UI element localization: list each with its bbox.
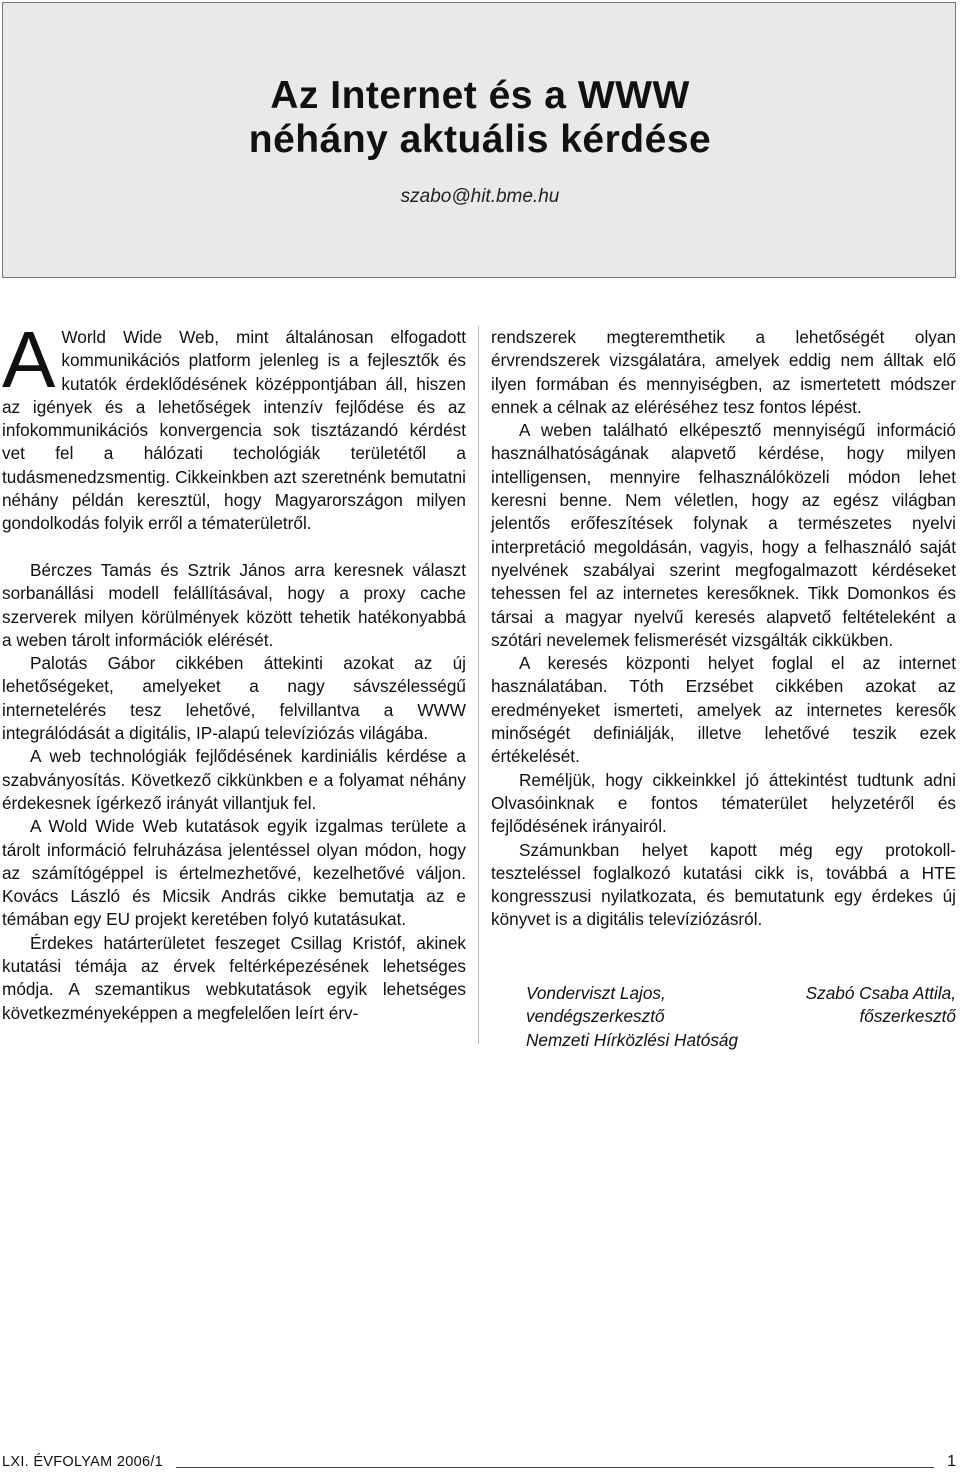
right-column — [491, 326, 956, 932]
page-footer — [2, 1454, 956, 1472]
column-divider — [478, 326, 479, 1044]
page-number: 1 — [947, 1453, 956, 1470]
paragraph: A keresés központi helyet foglal el az internet használatában. Tóth Erzsébet cikkében azokat az eredményeket ismerteti, amelyek az internetes keresők minőségét definiálják, illetve lehetővé teszik ezek értékelését. — [491, 653, 956, 767]
paragraph: Palotás Gábor cikkében áttekinti azokat az új lehetőségeket, amelyeket a nagy sávszélességű internetelérés tesz lehetővé, felvillantva a WWW integrálódását a digitális, IP-alapú televíziózás világába. — [2, 653, 466, 744]
page-title-line2: néhány aktuális kérdése — [248, 118, 712, 161]
intro-text: World Wide Web, mint általánosan elfogadott kommunikációs platform jelenleg is a fejlesztők és kutatók érdeklődésének középpontjában áll, hiszen az igények és a lehetőségek intenzív fejlődése és az infokommunikációs konvergencia sok tisztázandó kérdést vet fel a hálózati techológiák területétől a tudásmenedzsmentig. Cikkeinkben azt szeretnénk bemutatni néhány példán keresztül, hogy Magyarországon milyen gondolkodás folyik erről a tématerületről. — [2, 327, 466, 534]
left-column — [2, 315, 466, 1025]
paragraph: Érdekes határterületet feszeget Csillag Kristóf, akinek kutatási témája az érvek feltérképezésének lehetséges módja. A szemantikus webkutatások egyik lehetséges következményeképpen a megfelelően leírt érv- — [2, 932, 466, 1023]
signature-role-editor-in-chief: főszerkesztő — [859, 1006, 956, 1027]
author-email: szabo@hit.bme.hu — [400, 186, 560, 207]
paragraph: A weben található elképesztő mennyiségű információ használhatóságának alapvető kérdése, hogy milyen intelligensen, mennyire felhasználóközeli módon lehet keresni benne. Nem véletlen, hogy az egész világban jelentős erőfeszítések folynak a természetes nyelvi interpretáció megoldásán, vagyis, hogy a felhasználó saját nyelvének szabályai szerint megfogalmazott kérdéseket tehessen fel az internetes keresőknek. Tikk Domonkos és társai a magyar nyelvű keresés alapvető feltételeként a szótári nevelemek felismerését vizsgálták cikkükben. — [491, 420, 956, 650]
paragraph: Számunkban helyet kapott még egy protokoll-teszteléssel foglalkozó kutatási cikk is, továbbá a HTE kongresszusi nyilatkozata, és bemutatunk egy érdekes új könyvet is a digitális televíziózásról. — [491, 839, 956, 930]
signature-role-guest-editor: vendégszerkesztő — [526, 1006, 665, 1027]
paragraph: A Wold Wide Web kutatások egyik izgalmas területe a tárolt információ felruházása jelentéssel olyan módon, hogy az számítógéppel is értelmezhetővé, kezelhetővé váljon. Kovács László és Micsik András cikke bemutatja az e témában egy EU projekt keretében folyó kutatásukat. — [2, 816, 466, 930]
paragraph: A web technológiák fejlődésének kardiniális kérdése a szabványosítás. Következő cikkünkben e a folyamat néhány érdekesnek ígérkező irányát villantjuk fel. — [2, 746, 466, 813]
drop-cap: A — [2, 315, 56, 404]
signature-name-editor-in-chief: Szabó Csaba Attila, — [805, 983, 956, 1003]
signature-name-guest-editor: Vonderviszt Lajos, — [526, 983, 666, 1003]
paragraph: rendszerek megteremthetik a lehetőségét olyan érvrendszerek vizsgálatára, amelyek eddig nem álltak elő ilyen formában és mennyiségben, az ismertetett módszer ennek a célnak az eléréséhez tesz fontos lépést. — [491, 327, 956, 417]
paragraph: Bérczes Tamás és Sztrik János arra keresnek választ sorbanállási modell felállításával, hogy a proxy cache szerverek milyen körülmények között tehetik hatékonyabbá a weben tárolt információk elérését. — [2, 559, 466, 650]
paragraph: Reméljük, hogy cikkeinkkel jó áttekintést tudtunk adni Olvasóinknak e fontos tématerület helyzetéről és fejlődésének irányairól. — [491, 769, 956, 837]
page-title-line1: Az Internet és a WWW — [270, 74, 690, 117]
signature-organization: Nemzeti Hírközlési Hatóság — [526, 1029, 739, 1050]
intro-paragraph — [2, 315, 466, 536]
footer-rule — [176, 1467, 934, 1468]
signature-block — [526, 982, 956, 1052]
volume-label: LXI. ÉVFOLYAM 2006/1 — [2, 1454, 164, 1470]
